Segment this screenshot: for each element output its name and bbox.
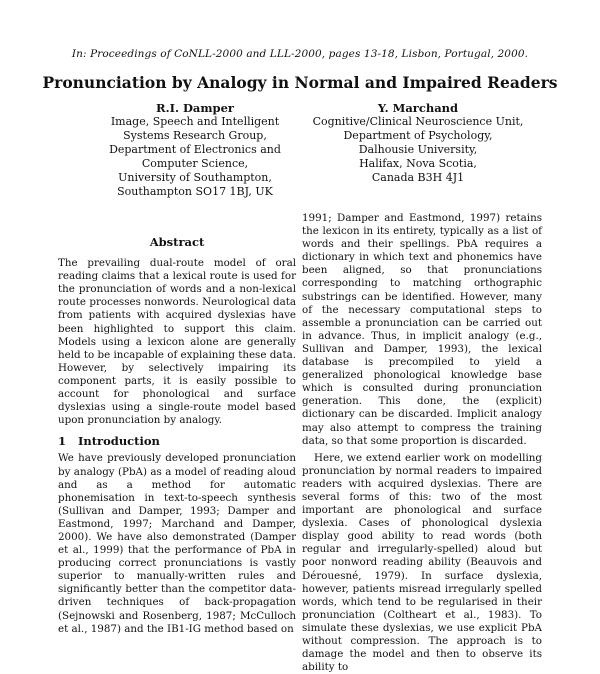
section-heading [58,435,296,448]
intro-text: We have previously developed pronunciation by analogy (PbA) as a model of reading aloud and as a method for automatic phonemisation in text-to-speech synthesis (Sullivan and Damper, 1993; Damper and Eastmond, 1997; Marchand and Damper, 2000). We have also demonstrated (Damper et al., 1999) that the performance of PbA in producing correct pronunciations is vastly superior to manually-written rules and significantly better than the competitor data-driven techniques of back-propagation (Sejnowski and Rosenberg, 1987; McCulloch et al., 1987) and the IB1-IG method based on [58,452,296,635]
affiliation-line: Southampton SO17 1BJ, UK [117,185,273,198]
venue-line: In: Proceedings of CoNLL-2000 and LLL-2000, pages 13-18, Lisbon, Portugal, 2000. [71,48,529,60]
author-name: R.I. Damper [156,101,234,115]
affiliation-line: Canada B3H 4J1 [371,171,465,184]
abstract-heading: Abstract [149,235,205,249]
right-paragraph-2: Here, we extend earlier work on modelling pronunciation by normal readers to impaired readers with acquired dyslexias. There are several forms of this: two of the most important are phonological and surface dyslexia. Cases of phonological dyslexia display good ability to read words (both regular and irregularly-spelled) aloud but poor nonword reading ability (Beauvois and Dérouesné, 1979). In surface dyslexia, however, patients misread irregularly spelled words, which tend to be regularised in their pronunciation (Coltheart et al., 1983). To simulate these dyslexias, we use explicit PbA without compression. The approach is to damage the model and then to observe its ability to [302,451,542,674]
affiliation-line: Computer Science, [141,157,249,170]
author-name: Y. Marchand [377,101,459,115]
affiliation-line: University of Southampton, [118,171,272,184]
abstract-text: The prevailing dual-route model of oral reading claims that a lexical route is used for the pronunciation of words and a non-lexical route processes nonwords. Neurological data from patients with acquired dyslexias have been highlighted to support this claim. Models using a lexicon alone are generally held to be incapable of explaining these data. However, by selectively impairing its component parts, it is easily possible to account for phonological and surface dyslexias using a single-route model based upon pronunciation by analogy. [58,257,296,427]
affiliation-line: Department of Electronics and [109,143,281,156]
affiliation-line: Systems Research Group, [123,129,267,142]
affiliation-line: Department of Psychology, [343,129,493,142]
affiliation-line: Dalhousie University, [358,143,478,156]
affiliation-line: Halifax, Nova Scotia, [359,157,477,170]
author-block-damper [80,101,310,199]
right-column [302,212,542,674]
author-block-marchand [298,101,538,185]
section-title: Introduction [78,434,160,449]
affiliation-line: Image, Speech and Intelligent [110,115,280,128]
left-column [58,236,296,636]
affiliation-line: Cognitive/Clinical Neuroscience Unit, [312,115,524,128]
right-paragraph-1: 1991; Damper and Eastmond, 1997) retains the lexicon in its entirety, typically as a list of words and their spellings. PbA requires a dictionary in which text and phonemics have been aligned, so that pronunciations corresponding to matching orthographic substrings can be identified. However, many of the necessary computational steps to assemble a pronunciation can be carried out in advance. Thus, in implicit analogy (e.g., Sullivan and Damper, 1993), the lexical database is precompiled to yield a generalized phonological knowledge base which is consulted during pronunciation generation. This done, the (explicit) dictionary can be discarded. Implicit analogy may also attempt to compress the training data, so that some proportion is discarded. [302,212,542,447]
section-number: 1 [58,434,67,449]
paper-title: Pronunciation by Analogy in Normal and Impaired Readers [42,73,558,92]
